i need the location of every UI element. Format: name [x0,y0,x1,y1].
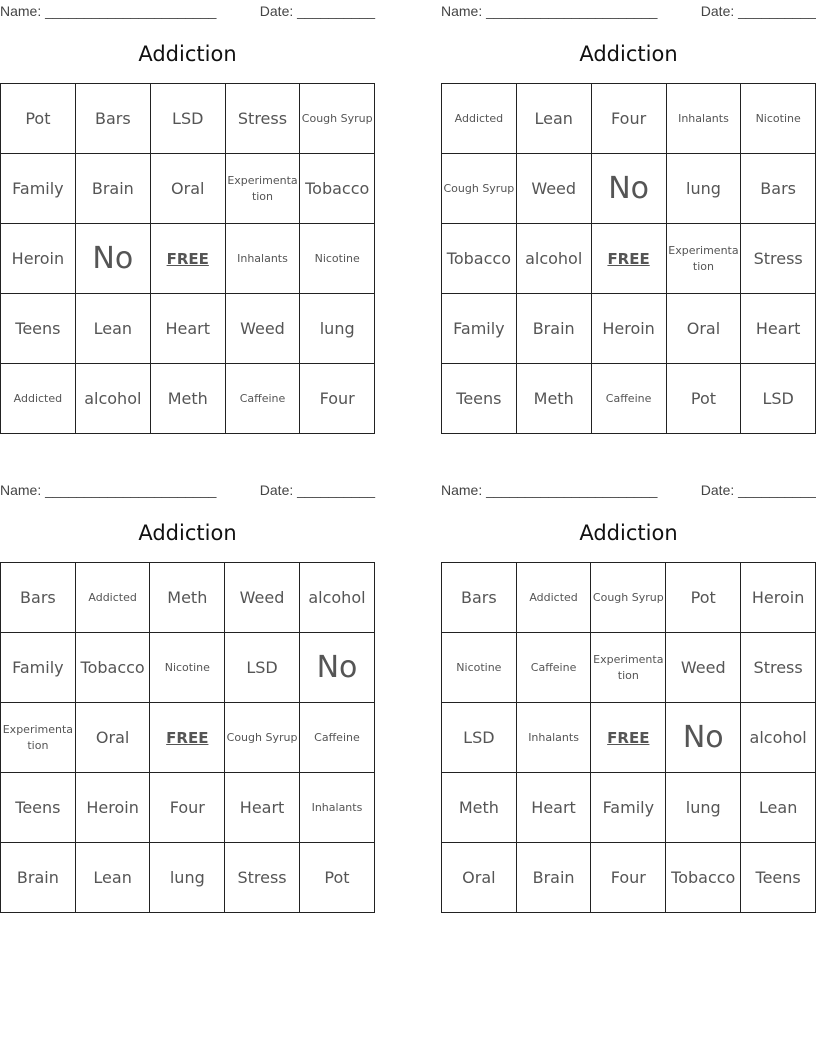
grid-row [442,773,816,843]
bingo-cell: alcohol [299,563,374,633]
name-field: Name: ______________________ [0,3,217,19]
bingo-cell: Meth [442,773,517,843]
bingo-cell: Oral [150,154,225,224]
bingo-cell: Stress [225,84,300,154]
bingo-grid [441,562,816,913]
bingo-cell: Weed [225,563,300,633]
name-date-row [441,3,816,19]
bingo-cell: Teens [1,294,76,364]
bingo-cell: Lean [741,773,816,843]
bingo-cell: Stress [741,224,816,294]
bingo-cell: Oral [442,843,517,913]
bingo-cell: LSD [150,84,225,154]
bingo-cell: Meth [150,364,225,434]
bingo-cell: Heart [225,773,300,843]
bingo-cell: Family [591,773,666,843]
bingo-cell: Cough Syrup [442,154,517,224]
bingo-cell: Four [591,843,666,913]
bingo-cell: Bars [741,154,816,224]
bingo-cell: Four [591,84,666,154]
bingo-cell: Heroin [741,563,816,633]
bingo-cell: Family [1,633,76,703]
bingo-cell: lung [666,154,741,224]
bingo-cell: Pot [1,84,76,154]
grid-row [1,703,375,773]
bingo-cell: lung [666,773,741,843]
date-field: Date: __________ [259,3,375,19]
free-space: FREE [150,703,225,773]
free-space: FREE [591,703,666,773]
bingo-cell: Experimentation [591,633,666,703]
grid-row [442,224,816,294]
grid-row [442,364,816,434]
bingo-cell: Weed [225,294,300,364]
grid-row [442,563,816,633]
bingo-cell: Pot [666,364,741,434]
bingo-cell: Addicted [442,84,517,154]
bingo-cell: Brain [1,843,76,913]
bingo-cell: No [591,154,666,224]
name-date-row [441,482,816,498]
bingo-cell: No [299,633,374,703]
bingo-cell: Experimentation [225,154,300,224]
bingo-cell: Tobacco [75,633,150,703]
bingo-cell: Brain [516,843,591,913]
name-field: Name: ______________________ [441,482,658,498]
grid-row [1,843,375,913]
bingo-cell: Pot [666,563,741,633]
bingo-cell: Lean [516,84,591,154]
grid-row [442,633,816,703]
grid-row [1,294,375,364]
bingo-cell: Weed [666,633,741,703]
bingo-cell: Heart [741,294,816,364]
bingo-cell: Bars [75,84,150,154]
bingo-cell: lung [300,294,375,364]
grid-row [442,154,816,224]
bingo-cell: Brain [516,294,591,364]
grid-row [1,84,375,154]
bingo-cell: Lean [75,294,150,364]
card-title: Addiction [138,521,237,545]
bingo-cell: Bars [1,563,76,633]
bingo-cell: Four [300,364,375,434]
bingo-cell: Addicted [1,364,76,434]
bingo-cell: No [75,224,150,294]
bingo-cell: Four [150,773,225,843]
bingo-cell: Experimentation [666,224,741,294]
bingo-cell: Experimentation [1,703,76,773]
bingo-cell: Addicted [516,563,591,633]
date-field: Date: __________ [259,482,375,498]
bingo-cell: Inhalants [299,773,374,843]
name-date-row [0,3,375,19]
bingo-cell: Caffeine [591,364,666,434]
bingo-cell: Teens [741,843,816,913]
bingo-cell: Nicotine [741,84,816,154]
bingo-cell: Brain [75,154,150,224]
bingo-grid [0,83,375,434]
bingo-cell: Oral [666,294,741,364]
bingo-cell: Nicotine [150,633,225,703]
bingo-grid [0,562,375,913]
bingo-cell: Bars [442,563,517,633]
name-field: Name: ______________________ [0,482,217,498]
bingo-cell: LSD [741,364,816,434]
bingo-cell: Heroin [591,294,666,364]
grid-row [1,563,375,633]
grid-row [442,843,816,913]
bingo-cell: Caffeine [225,364,300,434]
free-space: FREE [591,224,666,294]
grid-row [442,703,816,773]
bingo-cell: Inhalants [516,703,591,773]
bingo-cell: Caffeine [299,703,374,773]
grid-row [1,154,375,224]
bingo-cell: alcohol [741,703,816,773]
bingo-cell: alcohol [516,224,591,294]
bingo-cell: lung [150,843,225,913]
grid-row [1,633,375,703]
bingo-cell: Heroin [1,224,76,294]
bingo-cell: Tobacco [442,224,517,294]
bingo-cell: Family [442,294,517,364]
bingo-cell: Pot [299,843,374,913]
bingo-cell: Caffeine [516,633,591,703]
bingo-cell: Addicted [75,563,150,633]
bingo-cell: Inhalants [225,224,300,294]
bingo-cell: Tobacco [666,843,741,913]
grid-row [1,364,375,434]
grid-row [442,294,816,364]
bingo-grid [441,83,816,434]
bingo-cell: Nicotine [442,633,517,703]
card-title: Addiction [579,42,678,66]
bingo-cell: Heart [516,773,591,843]
bingo-cell: Meth [516,364,591,434]
card-title: Addiction [579,521,678,545]
name-date-row [0,482,375,498]
bingo-cell: Stress [225,843,300,913]
bingo-cell: Family [1,154,76,224]
bingo-cell: Inhalants [666,84,741,154]
grid-row [1,773,375,843]
bingo-cell: Cough Syrup [300,84,375,154]
name-field: Name: ______________________ [441,3,658,19]
bingo-cell: Heroin [75,773,150,843]
free-space: FREE [150,224,225,294]
card-title: Addiction [138,42,237,66]
grid-row [442,84,816,154]
bingo-cell: Lean [75,843,150,913]
bingo-cell: Meth [150,563,225,633]
bingo-cell: alcohol [75,364,150,434]
bingo-cell: Cough Syrup [225,703,300,773]
bingo-cell: Stress [741,633,816,703]
bingo-cell: Cough Syrup [591,563,666,633]
bingo-cell: Weed [516,154,591,224]
bingo-cell: Nicotine [300,224,375,294]
bingo-cell: Heart [150,294,225,364]
date-field: Date: __________ [700,3,816,19]
bingo-cell: Tobacco [300,154,375,224]
bingo-cell: Teens [1,773,76,843]
bingo-cell: Oral [75,703,150,773]
date-field: Date: __________ [700,482,816,498]
bingo-cell: LSD [225,633,300,703]
grid-row [1,224,375,294]
bingo-cell: No [666,703,741,773]
bingo-cell: Teens [442,364,517,434]
bingo-cell: LSD [442,703,517,773]
